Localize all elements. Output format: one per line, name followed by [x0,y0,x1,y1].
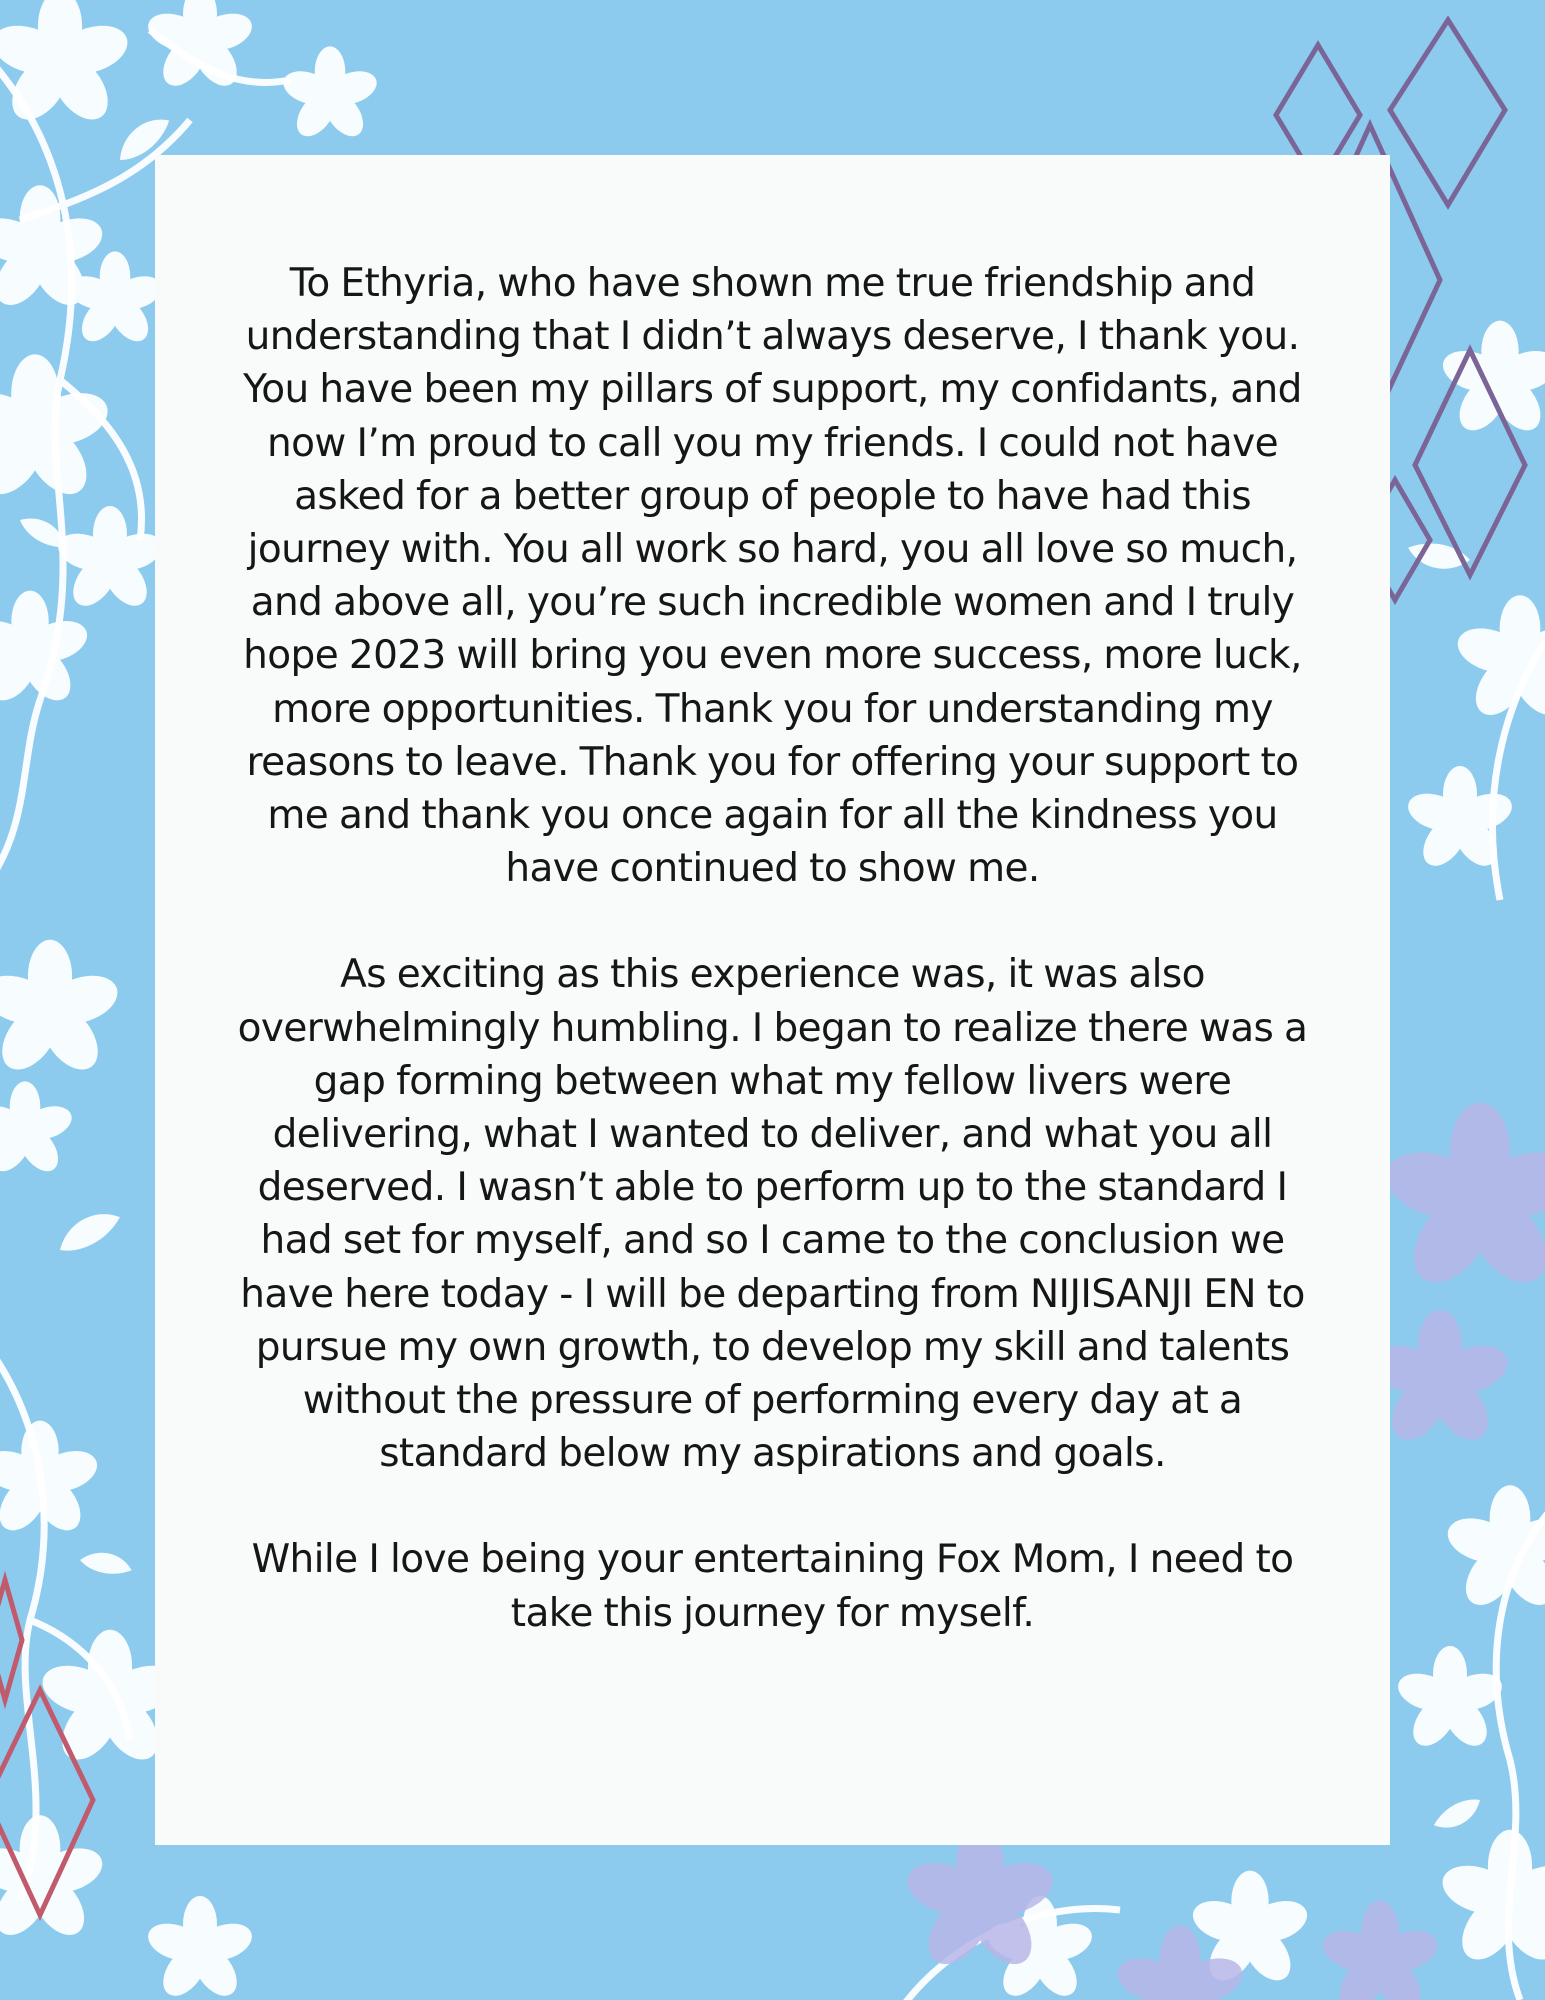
letter-paper [155,155,1390,1845]
paragraph-ethyria-thanks: To Ethyria, who have shown me true friendship and understanding that I didn’t always deserve, I thank you. You have been my pillars of support, my confidants, and now I’m proud to call you my friends. I could not have asked for a better group of people to have had this journey with. You all work so hard, you all love so much, and above all, you’re such incredible women and I truly hope 2023 will bring you even more success, more luck, more opportunities. Thank you for understanding my reasons to leave. Thank you for offering your support to me and thank you once again for all the kindness you have continued to show me. [243,261,1302,892]
paragraph-closing: While I love being your entertaining Fox Mom, I need to take this journey for myself. [251,1537,1294,1636]
letter-body [225,257,1320,1640]
paragraph-departure-reason: As exciting as this experience was, it was also overwhelmingly humbling. I began to realize there was a gap forming between what my fellow livers were delivering, what I wanted to deliver, and what you all deserved. I wasn’t able to perform up to the standard I had set for myself, and so I came to the conclusion we have here today - I will be departing from NIJISANJI EN to pursue my own growth, to develop my skill and talents without the pressure of performing every day at a standard below my aspirations and goals. [237,952,1308,1477]
